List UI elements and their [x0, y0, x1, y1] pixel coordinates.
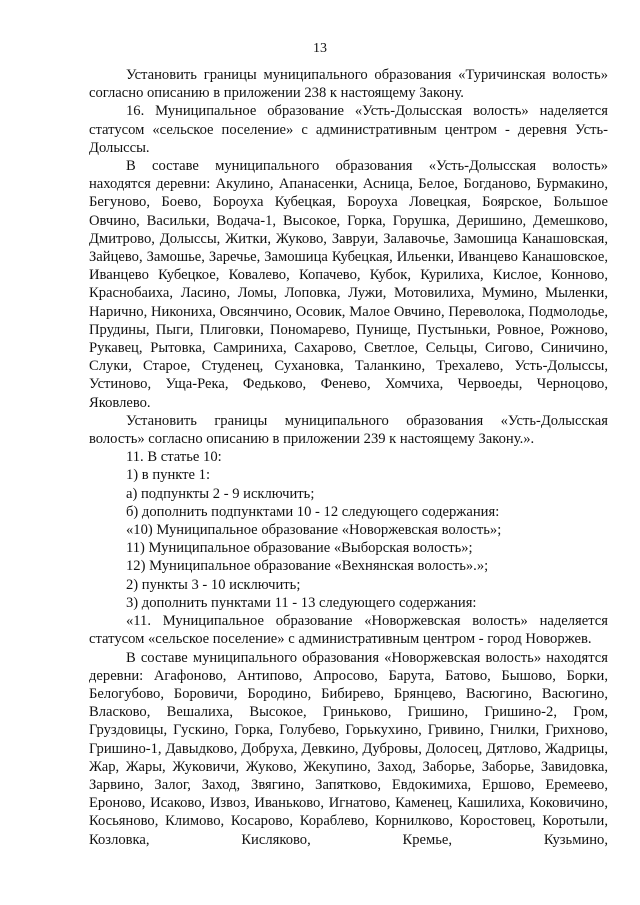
paragraph-item-10: «10) Муниципальное образование «Новоржевская волость»;	[126, 522, 502, 539]
paragraph-subpoint-a: а) подпункты 2 - 9 исключить;	[126, 485, 315, 502]
paragraph-turichinskaya-borders: Установить границы муниципального образования «Туричинская волость» согласно описанию в приложении 238 к настоящему Закону.	[89, 67, 608, 102]
paragraph-ust-dolysskaya-borders: Установить границы муниципального образования «Усть-Долысская волость» согласно описанию в приложении 239 к настоящему Закону.».	[89, 412, 608, 448]
paragraph-ust-dolysskaya-status: 16. Муниципальное образование «Усть-Долысская волость» наделяется статусом «сельское поселение» с административным центром - деревня Усть-Долыссы.	[89, 103, 608, 156]
body-text	[89, 66, 608, 849]
paragraph-item-11: 11) Муниципальное образование «Выборская волость»;	[126, 540, 473, 557]
paragraph-subpoint-b: б) дополнить подпунктами 10 - 12 следующего содержания:	[126, 503, 500, 520]
paragraph-article-10: 11. В статье 10:	[126, 449, 222, 466]
paragraph-point-1: 1) в пункте 1:	[126, 467, 211, 484]
paragraph-item-12: 12) Муниципальное образование «Вехнянская волость».»;	[126, 558, 489, 575]
paragraph-ust-dolysskaya-villages: В составе муниципального образования «Усть-Долысская волость» находятся деревни: Акулино, Апанасенки, Асница, Белое, Богданово, Бурмакино, Бегуново, Боево, Бороуха Кубецкая, Бороуха Ловецкая, Боярское, Большое Овчино, Васильки, Водача-1, Высокое, Горка, Горушка, Деришино, Демешково, Дмитрово, Долыссы, Житки, Жуково, Завруи, Залавочье, Замошица Канашовская, Зайцево, Замошье, Заречье, Замошица Кубецкая, Ильенки, Иванцево Канашовское, Иванцево Кубецкое, Ковалево, Копачево, Кубок, Курилиха, Кислое, Конново, Краснобаиха, Ласино, Ломы, Лоповка, Лужи, Мотовилиха, Мумино, Мыленки, Нарично, Никониха, Овсянчино, Осовик, Малое Овчино, Переволока, Подмолодье, Прудины, Пыги, Плиговки, Пономарево, Пунище, Пустыньки, Ровное, Рожново, Рукавец, Рытовка, Самриниха, Сахарово, Светлое, Сельцы, Сигово, Синичино, Слуки, Старое, Студенец, Сухановка, Таланкино, Трехалево, Усть-Долыссы, Устиново, Уща-Река, Федьково, Фенево, Хомчиха, Червоеды, Черноцово, Яковлево.	[89, 158, 608, 411]
paragraph-point-2: 2) пункты 3 - 10 исключить;	[126, 576, 301, 593]
paragraph-point-3: 3) дополнить пунктами 11 - 13 следующего содержания:	[126, 594, 477, 611]
paragraph-novorzhevskaya-status: «11. Муниципальное образование «Новоржевская волость» наделяется статусом «сельское поселение» с административным центром - город Новоржев.	[89, 613, 608, 648]
paragraph-novorzhevskaya-villages: В составе муниципального образования «Новоржевская волость» находятся деревни: Агафоново, Антипово, Апросово, Барута, Батово, Бышово, Борки, Белогубово, Боровичи, Бородино, Бибирево, Брянцево, Васюгино, Васюгино, Власково, Вешалиха, Высокое, Гриньково, Гришино, Гришино-2, Гром, Груздовицы, Гускино, Горка, Голубево, Горькухино, Гривино, Гнилки, Грихново, Гришино-1, Давыдково, Добруха, Девкино, Дубровы, Долосец, Дятлово, Жадрицы, Жар, Жары, Жуковичи, Жуково, Жекупино, Заход, Заборье, Заборье, Завидовка, Зарвино, Залог, Заход, Звягино, Запятково, Евдокимиха, Ершово, Еремеево, Ероново, Исаково, Извоз, Иваньково, Игнатово, Каменец, Кашилиха, Коковичино, Косьяново, Климово, Косарово, Кораблево, Корнилково, Коростовец, Коротыли, Козловка, Кисляково, Кремье, Кузьмино,	[89, 649, 608, 848]
page-number: 13	[313, 41, 327, 56]
